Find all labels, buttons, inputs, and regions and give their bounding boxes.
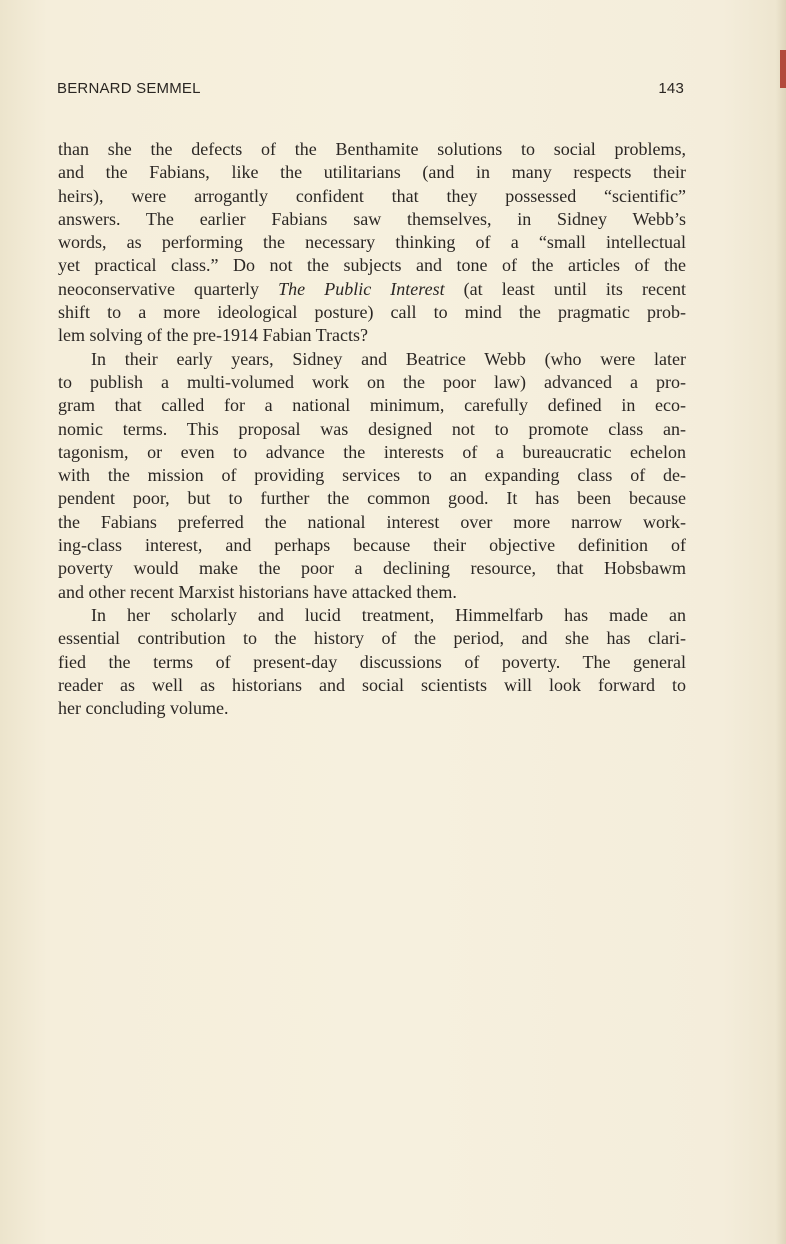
text-line: with the mission of providing services to an expanding class of de- [58, 465, 686, 486]
text-line: fied the terms of present-day discussions of poverty. The general [58, 651, 686, 672]
text-line: words, as performing the necessary thinking of a “small intellectual [58, 232, 686, 253]
paragraph-2 [58, 348, 686, 604]
text-line: pendent poor, but to further the common good. It has been because [58, 488, 686, 509]
text-line: tagonism, or even to advance the interests of a bureaucratic echelon [58, 441, 686, 462]
text-line: shift to a more ideological posture) call to mind the pragmatic prob- [58, 302, 686, 323]
text-line: reader as well as historians and social scientists will look forward to [58, 674, 686, 695]
running-head-author: BERNARD SEMMEL [57, 80, 201, 97]
text-line: her concluding volume. [58, 698, 229, 719]
page-number: 143 [658, 80, 684, 97]
text-line: heirs), were arrogantly confident that they possessed “scientific” [58, 185, 686, 206]
paragraph-1 [58, 138, 686, 348]
text-line: In her scholarly and lucid treatment, Himmelfarb has made an [91, 604, 686, 625]
text-line: essential contribution to the history of the period, and she has clari- [58, 628, 686, 649]
paragraph-3 [58, 604, 686, 720]
text-line: poverty would make the poor a declining resource, that Hobsbawm [58, 558, 686, 579]
text-line: and the Fabians, like the utilitarians (and in many respects their [58, 162, 686, 183]
page-edge-mark [780, 50, 786, 88]
text-line: nomic terms. This proposal was designed not to promote class an- [58, 418, 686, 439]
text-line: than she the defects of the Benthamite solutions to social problems, [58, 139, 686, 159]
text-line: the Fabians preferred the national interest over more narrow work- [58, 511, 686, 532]
text-line: yet practical class.” Do not the subjects and tone of the articles of the [58, 255, 686, 276]
text-line: and other recent Marxist historians have attacked them. [58, 581, 457, 602]
text-line: lem solving of the pre-1914 Fabian Tracts? [58, 325, 368, 346]
text-span: neoconservative quarterly [58, 278, 279, 299]
journal-title: The Public Interest [278, 278, 445, 299]
page-edge-shadow [776, 0, 786, 1244]
running-head [57, 80, 684, 100]
text-line: to publish a multi-volumed work on the poor law) advanced a pro- [58, 371, 686, 392]
text-line: ing-class interest, and perhaps because their objective definition of [58, 535, 686, 556]
text-line [58, 278, 686, 301]
text-line: gram that called for a national minimum, carefully defined in eco- [58, 395, 686, 416]
text-line: answers. The earlier Fabians saw themselves, in Sidney Webb’s [58, 208, 686, 229]
text-line: In their early years, Sidney and Beatrice Webb (who were later [91, 348, 686, 369]
body-text [58, 138, 686, 720]
text-span: (at least until its recent [444, 278, 686, 299]
